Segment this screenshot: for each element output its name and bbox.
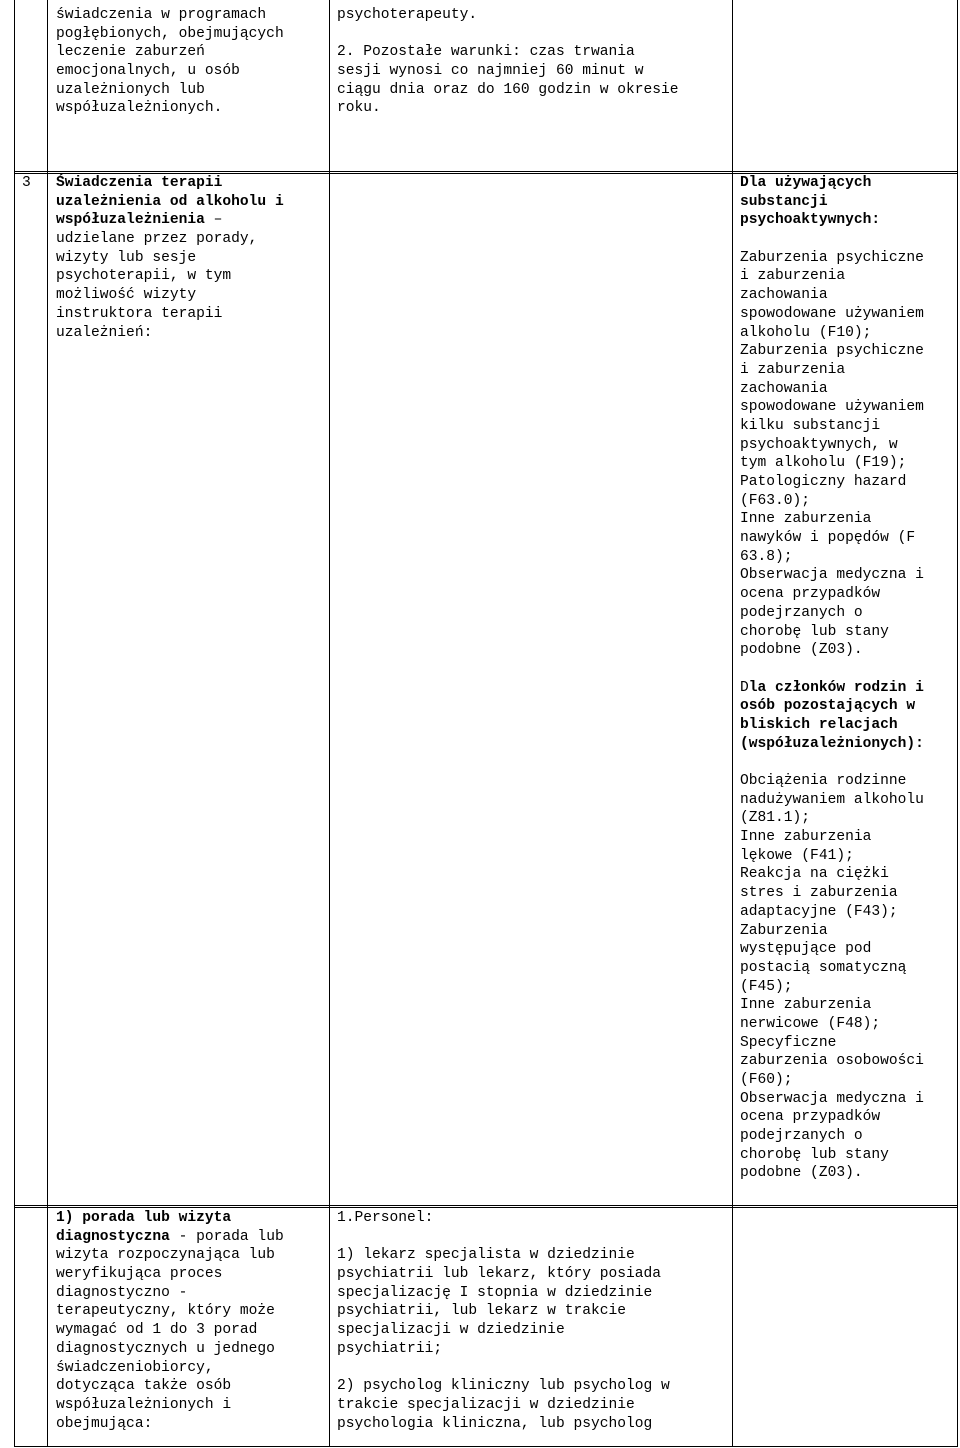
- text-run: i zaburzenia: [740, 361, 846, 378]
- text-run: diagnostycznych u jednego: [56, 1340, 275, 1357]
- text-line: [337, 1302, 670, 1321]
- row2-service-name: [56, 174, 284, 342]
- text-line: [337, 1284, 670, 1303]
- text-line: [740, 641, 924, 660]
- text-line: [740, 286, 924, 305]
- row2-lp: 3: [22, 175, 31, 191]
- text-run: psychoterapii, w tym: [56, 268, 232, 285]
- text-run: zachowania: [740, 380, 828, 397]
- text-run: chorobę lub stany: [740, 623, 889, 640]
- text-run: dotycząca także osób: [56, 1378, 232, 1395]
- text-run: psychoaktywnych, w: [740, 436, 898, 453]
- bold-text-run: diagnostyczna: [56, 1228, 170, 1245]
- text-run: chorobę lub stany: [740, 1146, 889, 1163]
- text-run: terapeutyczny, który może: [56, 1303, 275, 1320]
- row1-conditions: [337, 6, 679, 118]
- bold-text-run: Świadczenia terapii: [56, 175, 223, 191]
- text-line: [337, 1359, 670, 1378]
- text-line: [56, 1359, 284, 1378]
- text-line: [337, 1228, 670, 1247]
- table-border-col1: [47, 0, 48, 1447]
- text-line: [337, 6, 679, 25]
- text-run: podejrzanych o: [740, 604, 863, 621]
- row3-conditions: [337, 1209, 670, 1433]
- text-line: [740, 753, 924, 772]
- text-run: Obserwacja medyczna i: [740, 567, 924, 584]
- text-line: [337, 43, 679, 62]
- bold-text-run: współuzależnienia: [56, 212, 205, 229]
- text-run: pogłębionych, obejmujących: [56, 25, 284, 42]
- table-border-row1-bottom: [14, 171, 958, 172]
- text-run: spowodowane używaniem: [740, 305, 924, 322]
- text-line: [337, 1340, 670, 1359]
- text-run: specjalizację I stopnia w dziedzinie: [337, 1284, 653, 1301]
- text-line: [740, 436, 924, 455]
- text-run: roku.: [337, 100, 381, 117]
- text-run: i zaburzenia: [740, 268, 846, 285]
- text-line: [740, 305, 924, 324]
- text-line: [740, 623, 924, 642]
- text-line: [740, 324, 924, 343]
- text-line: [740, 978, 924, 997]
- text-run: alkoholu (F10);: [740, 324, 872, 341]
- text-line: [740, 1071, 924, 1090]
- text-line: [56, 1396, 284, 1415]
- text-line: [740, 1052, 924, 1071]
- text-line: [740, 492, 924, 511]
- text-line: [740, 1108, 924, 1127]
- text-line: [56, 230, 284, 249]
- text-run: 2) psycholog kliniczny lub psycholog w: [337, 1378, 670, 1395]
- table-border-col2: [329, 0, 330, 1447]
- text-line: [740, 380, 924, 399]
- text-line: [740, 585, 924, 604]
- text-run: lękowe (F41);: [740, 847, 854, 864]
- text-run: Inne zaburzenia: [740, 997, 872, 1014]
- text-run: leczenie zaburzeń: [56, 44, 205, 61]
- text-line: [740, 791, 924, 810]
- text-run: zachowania: [740, 287, 828, 304]
- text-line: [56, 25, 284, 44]
- text-run: Specyficzne: [740, 1034, 837, 1051]
- text-run: (Z81.1);: [740, 810, 811, 827]
- text-line: [740, 1164, 924, 1183]
- text-line: [56, 249, 284, 268]
- text-line: [740, 1034, 924, 1053]
- text-run: specjalizacji w dziedzinie: [337, 1322, 565, 1339]
- text-line: [337, 1321, 670, 1340]
- text-run: udzielane przez porady,: [56, 231, 258, 248]
- text-line: [740, 417, 924, 436]
- text-line: [56, 1340, 284, 1359]
- text-run: psychiatrii lub lekarz, który posiada: [337, 1266, 662, 1283]
- bold-text-run: 1) porada lub wizyta: [56, 1210, 232, 1226]
- text-run: ocena przypadków: [740, 1109, 881, 1126]
- text-line: [337, 99, 679, 118]
- bold-text-run: uzależnienia od alkoholu i: [56, 193, 284, 210]
- text-line: [56, 174, 284, 193]
- bold-text-run: osób pozostających w: [740, 698, 916, 715]
- text-line: [740, 548, 924, 567]
- text-line: [56, 1228, 284, 1247]
- text-line: [740, 697, 924, 716]
- text-line: [56, 1415, 284, 1434]
- text-line: [740, 529, 924, 548]
- text-run: psychiatrii, lub lekarz w trakcie: [337, 1303, 627, 1320]
- text-run: 63.8);: [740, 548, 793, 565]
- bold-text-run: substancji: [740, 193, 828, 210]
- text-line: [56, 1302, 284, 1321]
- text-line: [740, 174, 924, 193]
- text-run: Reakcja na ciężki: [740, 866, 889, 883]
- text-run: ocena przypadków: [740, 586, 881, 603]
- text-line: [740, 342, 924, 361]
- text-line: [56, 62, 284, 81]
- text-line: [56, 1284, 284, 1303]
- bold-text-run: bliskich relacjach: [740, 716, 898, 733]
- text-run: (F63.0);: [740, 492, 811, 509]
- text-run: diagnostyczno -: [56, 1284, 188, 1301]
- text-run: współuzależnionych i: [56, 1396, 232, 1413]
- text-line: [740, 809, 924, 828]
- text-run: uzależnionych lub: [56, 81, 205, 98]
- text-line: [337, 1415, 670, 1434]
- text-line: [740, 1090, 924, 1109]
- text-line: [740, 473, 924, 492]
- table-border-row3-top: [14, 1207, 958, 1208]
- text-line: [56, 1209, 284, 1228]
- text-run: 2. Pozostałe warunki: czas trwania: [337, 44, 635, 61]
- text-line: [740, 903, 924, 922]
- text-line: [740, 847, 924, 866]
- text-run: D: [740, 679, 749, 696]
- text-run: psychoterapeuty.: [337, 7, 478, 23]
- text-line: [337, 1396, 670, 1415]
- text-line: [740, 267, 924, 286]
- text-run: (F45);: [740, 978, 793, 995]
- text-run: występujące pod: [740, 941, 872, 958]
- text-line: [337, 1377, 670, 1396]
- text-run: wizyty lub sesje: [56, 249, 197, 266]
- text-run: nadużywaniem alkoholu: [740, 791, 924, 808]
- row1-service-name: [56, 6, 284, 118]
- text-run: wizyta rozpoczynająca lub: [56, 1247, 275, 1264]
- text-run: postacią somatyczną: [740, 959, 907, 976]
- text-line: [740, 772, 924, 791]
- text-run: adaptacyjne (F43);: [740, 903, 898, 920]
- text-run: spowodowane używaniem: [740, 399, 924, 416]
- table-border-col3: [732, 0, 733, 1447]
- text-line: [337, 1265, 670, 1284]
- text-run: trakcie specjalizacji w dziedzinie: [337, 1396, 635, 1413]
- text-line: [56, 1377, 284, 1396]
- bold-text-run: Dla używających: [740, 175, 872, 191]
- text-run: psychiatrii;: [337, 1340, 443, 1357]
- text-line: [740, 940, 924, 959]
- text-line: [337, 1209, 670, 1228]
- text-line: [337, 1246, 670, 1265]
- text-line: [56, 286, 284, 305]
- text-line: [337, 62, 679, 81]
- text-line: [56, 1321, 284, 1340]
- text-run: podobne (Z03).: [740, 1165, 863, 1182]
- table-border-left: [14, 0, 15, 1447]
- text-run: 1.Personel:: [337, 1210, 434, 1226]
- text-run: możliwość wizyty: [56, 287, 197, 304]
- text-run: Zaburzenia psychiczne: [740, 343, 924, 360]
- text-run: tym alkoholu (F19);: [740, 455, 907, 472]
- text-line: [740, 1015, 924, 1034]
- text-line: [56, 43, 284, 62]
- text-line: [56, 267, 284, 286]
- table-border-bottom: [14, 1446, 958, 1447]
- text-run: Obserwacja medyczna i: [740, 1090, 924, 1107]
- text-run: stres i zaburzenia: [740, 885, 898, 902]
- text-line: [740, 735, 924, 754]
- bold-text-run: la członków rodzin i: [748, 679, 924, 696]
- text-run: uzależnień:: [56, 324, 153, 341]
- text-line: [56, 81, 284, 100]
- text-line: [56, 1265, 284, 1284]
- text-line: [740, 660, 924, 679]
- row2-icd-codes: [740, 174, 924, 1183]
- text-line: [56, 211, 284, 230]
- text-line: [740, 398, 924, 417]
- text-run: kilku substancji: [740, 417, 881, 434]
- text-line: [740, 865, 924, 884]
- text-line: [56, 324, 284, 343]
- text-run: instruktora terapii: [56, 305, 223, 322]
- text-run: Zaburzenia: [740, 922, 828, 939]
- text-line: [56, 99, 284, 118]
- text-line: [740, 193, 924, 212]
- text-line: [740, 1127, 924, 1146]
- text-run: sesji wynosi co najmniej 60 minut w: [337, 63, 644, 80]
- text-run: Inne zaburzenia: [740, 511, 872, 528]
- text-run: współuzależnionych.: [56, 100, 223, 117]
- text-run: - porada lub: [169, 1228, 284, 1245]
- text-run: (F60);: [740, 1072, 793, 1088]
- text-run: 1) lekarz specjalista w dziedzinie: [337, 1247, 635, 1264]
- bold-text-run: psychoaktywnych:: [740, 212, 881, 229]
- text-run: podobne (Z03).: [740, 642, 863, 659]
- text-run: emocjonalnych, u osób: [56, 63, 240, 80]
- text-run: świadczeniobiorcy,: [56, 1359, 214, 1376]
- text-run: Inne zaburzenia: [740, 829, 872, 846]
- text-line: [56, 1246, 284, 1265]
- row3-service-name: [56, 1209, 284, 1433]
- table-border-row2-bottom: [14, 1205, 958, 1206]
- text-run: zaburzenia osobowości: [740, 1053, 924, 1070]
- text-line: [740, 566, 924, 585]
- bold-text-run: (współuzależnionych):: [740, 735, 924, 752]
- text-run: Obciążenia rodzinne: [740, 773, 907, 789]
- text-line: [337, 81, 679, 100]
- text-run: –: [204, 212, 223, 229]
- text-run: nerwicowe (F48);: [740, 1015, 881, 1032]
- text-line: [56, 305, 284, 324]
- text-run: ciągu dnia oraz do 160 godzin w okresie: [337, 81, 679, 98]
- text-run: psychologia kliniczna, lub psycholog: [337, 1415, 653, 1432]
- text-run: Patologiczny hazard: [740, 474, 907, 490]
- text-run: świadczenia w programach: [56, 7, 267, 23]
- text-line: [337, 25, 679, 44]
- text-line: [740, 1146, 924, 1165]
- text-line: [740, 230, 924, 249]
- text-line: [740, 828, 924, 847]
- text-line: [56, 6, 284, 25]
- text-line: [740, 922, 924, 941]
- text-line: [740, 361, 924, 380]
- text-run: obejmująca:: [56, 1415, 153, 1432]
- text-line: [740, 959, 924, 978]
- text-line: [740, 454, 924, 473]
- text-line: [740, 679, 924, 698]
- text-run: wymagać od 1 do 3 porad: [56, 1322, 258, 1339]
- text-line: [56, 193, 284, 212]
- table-border-right: [957, 0, 958, 1447]
- text-run: weryfikująca proces: [56, 1266, 223, 1283]
- text-run: nawyków i popędów (F: [740, 530, 916, 547]
- text-line: [740, 249, 924, 268]
- text-line: [740, 510, 924, 529]
- text-line: [740, 604, 924, 623]
- text-line: [740, 716, 924, 735]
- text-run: Zaburzenia psychiczne: [740, 249, 924, 266]
- text-line: [740, 211, 924, 230]
- text-run: podejrzanych o: [740, 1128, 863, 1145]
- text-line: [740, 884, 924, 903]
- text-line: [740, 996, 924, 1015]
